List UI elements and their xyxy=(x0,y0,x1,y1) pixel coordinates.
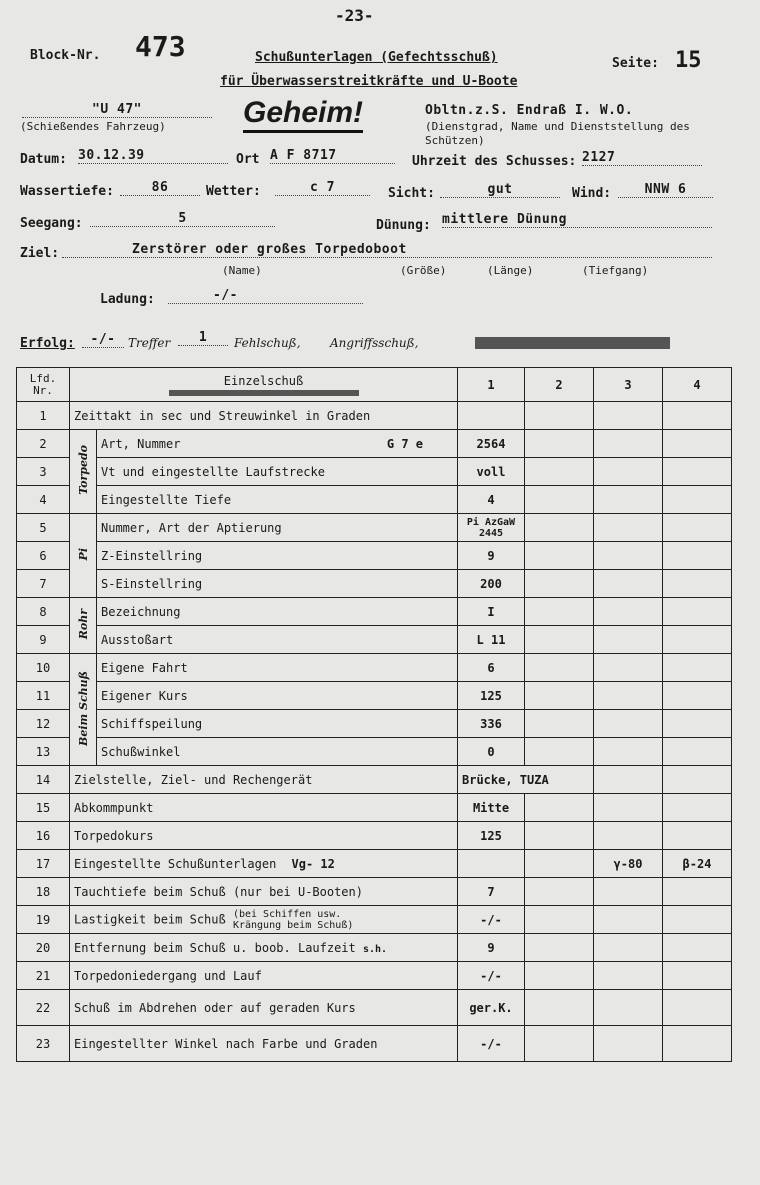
table-row xyxy=(17,962,732,990)
hits-value: -/- xyxy=(82,332,124,348)
row-value-1: 9 xyxy=(458,934,525,962)
row-label: Eigener Kurs xyxy=(97,682,458,710)
row-label: Bezeichnung xyxy=(97,598,458,626)
cargo-value: -/- xyxy=(168,288,363,304)
depth-label: Wassertiefe: xyxy=(20,184,114,199)
target-draft-caption: (Tiefgang) xyxy=(582,264,649,277)
time-value: 2127 xyxy=(582,150,702,166)
row-value-2 xyxy=(525,570,594,598)
table-row xyxy=(17,850,732,878)
row-value-4 xyxy=(663,878,732,906)
swell-label: Dünung: xyxy=(376,218,431,233)
row-label-cell xyxy=(70,934,458,962)
row-value-4 xyxy=(663,906,732,934)
table-row xyxy=(17,598,732,626)
row-label: Nummer, Art der Aptierung xyxy=(97,514,458,542)
group-torpedo xyxy=(70,430,97,514)
row-label: Lastigkeit beim Schuß xyxy=(74,912,226,926)
row-nr: 16 xyxy=(17,822,70,850)
row-value-3 xyxy=(594,1026,663,1062)
table-row xyxy=(17,514,732,542)
header-desc-label: Einzelschuß xyxy=(223,373,304,388)
row-value-1: -/- xyxy=(458,906,525,934)
row-nr: 12 xyxy=(17,710,70,738)
row-value-2 xyxy=(525,934,594,962)
row-label: Zeittakt in sec und Streuwinkel in Graden xyxy=(70,402,458,430)
shooter-label: (Dienstgrad, Name und Dienststellung des Schützen) xyxy=(425,120,690,147)
row-nr: 13 xyxy=(17,738,70,766)
row-value-2 xyxy=(525,822,594,850)
target-size-caption: (Größe) xyxy=(400,264,447,277)
table-row xyxy=(17,570,732,598)
header-col-1: 1 xyxy=(458,368,525,402)
row-label-cell xyxy=(97,430,458,458)
row-value-3 xyxy=(594,682,663,710)
row-nr: 14 xyxy=(17,766,70,794)
row-label: Vt und eingestellte Laufstrecke xyxy=(97,458,458,486)
row-value-1: I xyxy=(458,598,525,626)
row-nr: 9 xyxy=(17,626,70,654)
row-value-2 xyxy=(525,878,594,906)
table-row xyxy=(17,934,732,962)
date-value: 30.12.39 xyxy=(78,148,228,164)
group-rohr xyxy=(70,598,97,654)
row-value-2 xyxy=(525,962,594,990)
row-value-4 xyxy=(663,682,732,710)
row-label: Torpedoniedergang und Lauf xyxy=(70,962,458,990)
row-extra: (bei Schiffen usw. Krängung beim Schuß) xyxy=(232,908,354,931)
row-nr: 5 xyxy=(17,514,70,542)
row-nr: 23 xyxy=(17,1026,70,1062)
row-value-3 xyxy=(594,654,663,682)
row-value-3 xyxy=(594,710,663,738)
row-nr: 6 xyxy=(17,542,70,570)
row-value-3 xyxy=(594,794,663,822)
row-nr: 3 xyxy=(17,458,70,486)
row-value-2 xyxy=(525,542,594,570)
table-header-row xyxy=(17,368,732,402)
row-value-4 xyxy=(663,1026,732,1062)
row-value-4 xyxy=(663,458,732,486)
row-value-1: -/- xyxy=(458,962,525,990)
row-value-3 xyxy=(594,570,663,598)
group-torpedo-label: Torpedo xyxy=(76,445,90,495)
row-value-3 xyxy=(594,598,663,626)
row-value-4 xyxy=(663,570,732,598)
table-row xyxy=(17,738,732,766)
row-value-3 xyxy=(594,458,663,486)
row-label-cell xyxy=(70,906,458,934)
row-label: Zielstelle, Ziel- und Rechengerät xyxy=(70,766,458,794)
row-value-4 xyxy=(663,766,732,794)
row-value-3: γ-80 xyxy=(594,850,663,878)
form-title-line1: Schußunterlagen (Gefechtsschuß) xyxy=(255,50,498,65)
target-value: Zerstörer oder großes Torpedoboot xyxy=(62,242,712,258)
row-value-1: Pi AzGaW 2445 xyxy=(458,514,525,542)
group-beim-schuss xyxy=(70,654,97,766)
row-value-4 xyxy=(663,514,732,542)
table-row xyxy=(17,878,732,906)
page-label: Seite: xyxy=(612,56,659,71)
row-value-4 xyxy=(663,990,732,1026)
row-value-4 xyxy=(663,962,732,990)
shot-data-table xyxy=(16,367,732,1062)
table-row xyxy=(17,990,732,1026)
weather-label: Wetter: xyxy=(206,184,261,199)
row-value-3 xyxy=(594,486,663,514)
row-value-2 xyxy=(525,710,594,738)
wind-label: Wind: xyxy=(572,186,612,201)
row-value-3 xyxy=(594,962,663,990)
row-value-2 xyxy=(525,990,594,1026)
row-value-3 xyxy=(594,822,663,850)
misses-value: 1 xyxy=(178,330,228,346)
row-value-2 xyxy=(525,738,594,766)
row-value-3 xyxy=(594,402,663,430)
row-value-1: 7 xyxy=(458,878,525,906)
row-value-3 xyxy=(594,542,663,570)
row-nr: 7 xyxy=(17,570,70,598)
row-value-2 xyxy=(525,430,594,458)
shooter-value: Obltn.z.S. Endraß I. W.O. xyxy=(425,103,634,118)
header-nr: Lfd. Nr. xyxy=(17,368,70,402)
table-row xyxy=(17,430,732,458)
group-pi-label: Pi xyxy=(76,547,90,561)
table-row xyxy=(17,766,732,794)
header-col-4: 4 xyxy=(663,368,732,402)
row-label: Eingestellter Winkel nach Farbe und Graden xyxy=(70,1026,458,1062)
target-name-caption: (Name) xyxy=(222,264,262,277)
row-value-2 xyxy=(525,598,594,626)
row-value-1: 6 xyxy=(458,654,525,682)
group-pi xyxy=(70,514,97,598)
page-top-mark: -23- xyxy=(335,6,374,25)
row-value-2 xyxy=(525,626,594,654)
row-nr: 4 xyxy=(17,486,70,514)
row-value-1: 0 xyxy=(458,738,525,766)
row-value-1 xyxy=(458,850,525,878)
row-value-2 xyxy=(525,514,594,542)
row-value-2 xyxy=(525,654,594,682)
row-value-4: β-24 xyxy=(663,850,732,878)
row-value-3 xyxy=(594,934,663,962)
row-value-1: -/- xyxy=(458,1026,525,1062)
row-extra: Vg- 12 xyxy=(291,856,335,871)
block-label: Block-Nr. xyxy=(30,48,101,63)
row-value-4 xyxy=(663,822,732,850)
row-label: Entfernung beim Schuß u. boob. Laufzeit xyxy=(74,940,356,955)
row-value-1: Mitte xyxy=(458,794,525,822)
row-value-3 xyxy=(594,514,663,542)
row-nr: 2 xyxy=(17,430,70,458)
group-rohr-label: Rohr xyxy=(76,608,90,640)
group-beim-schuss-label: Beim Schuß xyxy=(76,670,90,746)
row-nr: 11 xyxy=(17,682,70,710)
row-value-3 xyxy=(594,626,663,654)
swell-value: mittlere Dünung xyxy=(442,212,712,228)
row-value-1: voll xyxy=(458,458,525,486)
table-row xyxy=(17,822,732,850)
sight-value: gut xyxy=(440,182,560,198)
row-nr: 22 xyxy=(17,990,70,1026)
row-value-4 xyxy=(663,738,732,766)
row-value-2 xyxy=(525,458,594,486)
row-value-3 xyxy=(594,906,663,934)
header-col-2: 2 xyxy=(525,368,594,402)
row-value-2 xyxy=(525,402,594,430)
depth-value: 86 xyxy=(120,180,200,196)
redacted-line xyxy=(475,337,670,349)
table-row xyxy=(17,906,732,934)
sight-label: Sicht: xyxy=(388,186,435,201)
row-value-4 xyxy=(663,486,732,514)
sea-value: 5 xyxy=(90,211,275,227)
row-value-4 xyxy=(663,542,732,570)
target-length-caption: (Länge) xyxy=(487,264,534,277)
row-value-2 xyxy=(525,906,594,934)
sea-label: Seegang: xyxy=(20,216,83,231)
row-value-4 xyxy=(663,430,732,458)
row-value-4 xyxy=(663,402,732,430)
wind-value: NNW 6 xyxy=(618,182,713,198)
misses-label: Fehlschuß, xyxy=(234,336,301,350)
table-row xyxy=(17,626,732,654)
row-value-1: 336 xyxy=(458,710,525,738)
row-nr: 17 xyxy=(17,850,70,878)
table-row xyxy=(17,1026,732,1062)
row-label: S-Einstellring xyxy=(97,570,458,598)
row-value-1: 4 xyxy=(458,486,525,514)
row-label: Eingestellte Schußunterlagen xyxy=(74,856,277,871)
cargo-label: Ladung: xyxy=(100,292,155,307)
row-label: Eingestellte Tiefe xyxy=(97,486,458,514)
block-number: 473 xyxy=(135,30,186,63)
row-label: Tauchtiefe beim Schuß (nur bei U-Booten) xyxy=(70,878,458,906)
secret-stamp: Geheim! xyxy=(243,96,363,133)
row-value-4 xyxy=(663,654,732,682)
row-label: Ausstoßart xyxy=(97,626,458,654)
row-value-1: 2564 xyxy=(458,430,525,458)
row-value-1: L 11 xyxy=(458,626,525,654)
row-label: Schuß im Abdrehen oder auf geraden Kurs xyxy=(70,990,458,1026)
row-value-4 xyxy=(663,710,732,738)
vessel-value: "U 47" xyxy=(22,102,212,118)
row-nr: 15 xyxy=(17,794,70,822)
row-label: Z-Einstellring xyxy=(97,542,458,570)
row-value-3 xyxy=(594,430,663,458)
page-number: 15 xyxy=(675,48,702,73)
row-value-4 xyxy=(663,794,732,822)
table-row xyxy=(17,542,732,570)
table-row xyxy=(17,710,732,738)
row-value-3 xyxy=(594,990,663,1026)
row-nr: 19 xyxy=(17,906,70,934)
hits-label: Treffer xyxy=(128,336,171,350)
row-extra: G 7 e xyxy=(386,436,423,451)
location-value: A F 8717 xyxy=(270,148,395,164)
table-row xyxy=(17,458,732,486)
row-value-3 xyxy=(594,738,663,766)
row-nr: 10 xyxy=(17,654,70,682)
header-col-3: 3 xyxy=(594,368,663,402)
row-value-4 xyxy=(663,626,732,654)
vessel-label: (Schießendes Fahrzeug) xyxy=(20,120,166,133)
row-nr: 21 xyxy=(17,962,70,990)
weather-value: c 7 xyxy=(275,180,370,196)
row-value-1 xyxy=(458,402,525,430)
row-value-2 xyxy=(525,1026,594,1062)
table-row xyxy=(17,654,732,682)
table-row xyxy=(17,682,732,710)
location-label: Ort xyxy=(236,152,260,167)
row-label-cell xyxy=(70,850,458,878)
row-value-2 xyxy=(525,850,594,878)
row-value-4 xyxy=(663,598,732,626)
row-value-1: 9 xyxy=(458,542,525,570)
table-row xyxy=(17,402,732,430)
row-label: Schiffspeilung xyxy=(97,710,458,738)
row-label: Eigene Fahrt xyxy=(97,654,458,682)
table-row xyxy=(17,486,732,514)
row-value-3 xyxy=(594,878,663,906)
result-label: Erfolg: xyxy=(20,336,75,351)
target-label: Ziel: xyxy=(20,246,60,261)
row-value-1: 200 xyxy=(458,570,525,598)
row-extra: s.h. xyxy=(363,943,388,955)
attack-label: Angriffsschuß, xyxy=(330,336,419,350)
row-label: Art, Nummer xyxy=(101,436,181,451)
row-label: Torpedokurs xyxy=(70,822,458,850)
date-label: Datum: xyxy=(20,152,67,167)
row-value-3 xyxy=(594,766,663,794)
header-desc xyxy=(70,368,458,402)
row-value-2 xyxy=(525,682,594,710)
time-label: Uhrzeit des Schusses: xyxy=(412,154,577,169)
row-value-2 xyxy=(525,486,594,514)
row-value-4 xyxy=(663,934,732,962)
row-label: Abkommpunkt xyxy=(70,794,458,822)
row-value-2 xyxy=(525,794,594,822)
row-nr: 18 xyxy=(17,878,70,906)
row-value-1: ger.K. xyxy=(458,990,525,1026)
row-nr: 1 xyxy=(17,402,70,430)
row-value-1: Brücke, TUZA xyxy=(458,766,594,794)
row-nr: 8 xyxy=(17,598,70,626)
row-nr: 20 xyxy=(17,934,70,962)
row-value-1: 125 xyxy=(458,822,525,850)
row-value-1: 125 xyxy=(458,682,525,710)
table-row xyxy=(17,794,732,822)
row-label: Schußwinkel xyxy=(97,738,458,766)
form-title-line2: für Überwasserstreitkräfte und U-Boote xyxy=(220,74,518,89)
redacted-subheading xyxy=(169,390,359,396)
